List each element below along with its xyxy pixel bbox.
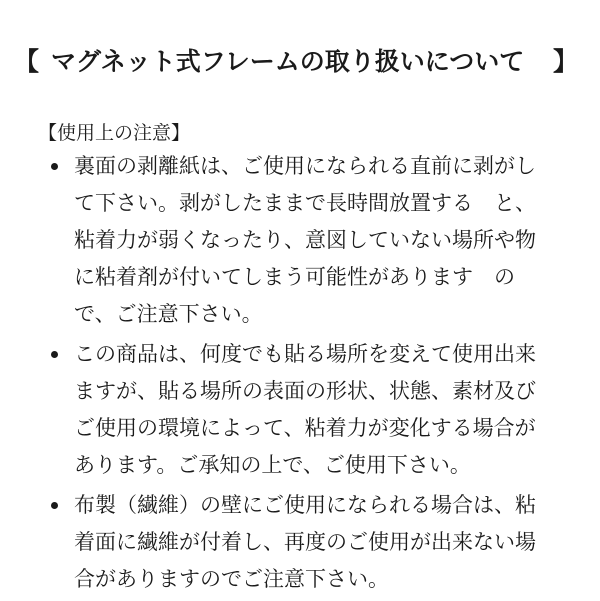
caution-list	[40, 148, 580, 601]
caution-line: この商品は、何度でも貼る場所を変えて使用出来	[74, 342, 536, 366]
caution-line: に粘着剤が付いてしまう可能性があります の	[74, 265, 515, 289]
page-title	[0, 40, 600, 80]
caution-line: 裏面の剥離紙は、ご使用になられる直前に剥がし	[74, 154, 536, 178]
caution-line: で、ご注意下さい。	[74, 302, 263, 326]
caution-item	[40, 148, 580, 333]
caution-line: 粘着力が弱くなったり、意図していない場所や物	[74, 228, 536, 252]
caution-line: て下さい。剥がしたままで長時間放置する と、	[74, 191, 536, 215]
title-bracket-open: 【	[14, 47, 40, 76]
caution-line: ますが、貼る場所の表面の形状、状態、素材及び	[74, 379, 536, 403]
bullet-icon	[51, 163, 58, 170]
bullet-icon	[51, 351, 58, 358]
caution-item	[40, 487, 580, 598]
caution-line: ご使用の環境によって、粘着力が変化する場合が	[74, 416, 536, 440]
caution-line: あります。ご承知の上で、ご使用下さい。	[74, 453, 471, 477]
title-bracket-close: 】	[552, 47, 578, 76]
section-heading: 【使用上の注意】	[38, 122, 191, 144]
caution-line: 布製（繊維）の壁にご使用になられる場合は、粘	[74, 493, 536, 517]
bullet-icon	[51, 502, 58, 509]
caution-line: 着面に繊維が付着し、再度のご使用が出来ない場	[74, 530, 536, 554]
caution-line: 合がありますのでご注意下さい。	[74, 567, 389, 591]
caution-item	[40, 336, 580, 484]
title-text: マグネット式フレームの取り扱いについて	[51, 47, 525, 76]
